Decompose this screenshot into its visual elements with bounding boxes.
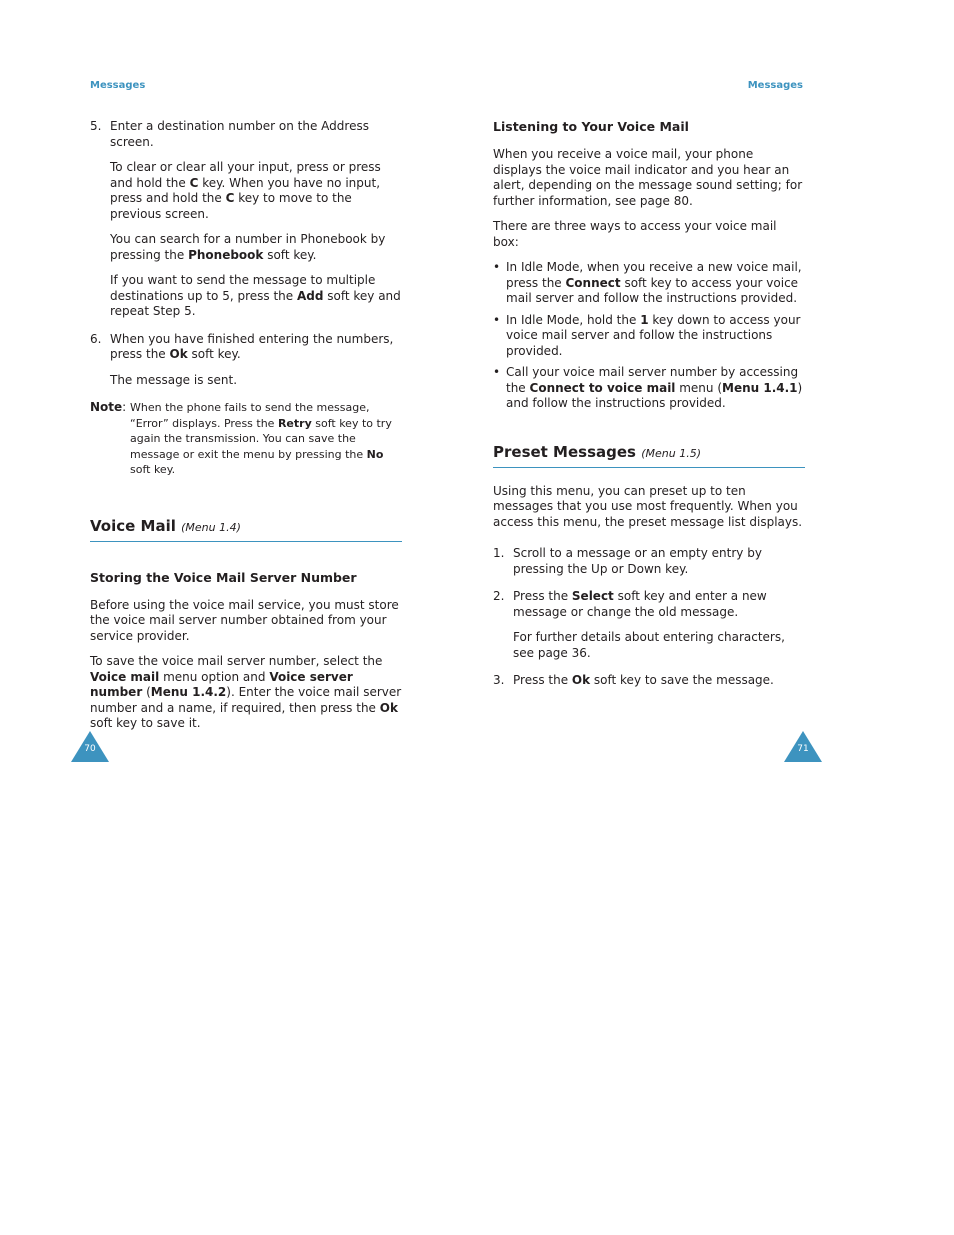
- step-detail-clear: To clear or clear all your input, press or press and hold the C key. When you have no input, press and hold the C key to move to the previous screen.: [110, 160, 381, 221]
- step-number: 3.: [493, 673, 505, 687]
- paragraph: There are three ways to access your voice mail box:: [493, 219, 777, 249]
- menu-reference: (Menu 1.4): [181, 520, 241, 534]
- left-page-body: [90, 119, 402, 742]
- paragraph: Using this menu, you can preset up to ten messages that you use most frequently. When you access this menu, the preset message list displays.: [493, 483, 803, 529]
- step-number: 5.: [90, 119, 102, 133]
- list-item: • In Idle Mode, when you receive a new voice mail, press the Connect soft key to access your voice mail server and follow the instructions provided.: [493, 260, 802, 305]
- step-text: Enter a destination number on the Address screen.: [110, 119, 369, 149]
- right-page: [493, 0, 805, 800]
- subheading-listening: Listening to Your Voice Mail: [493, 119, 689, 134]
- note-block: [90, 400, 402, 478]
- step-number: 6.: [90, 331, 102, 346]
- list-item: • In Idle Mode, hold the 1 key down to access your voice mail server and follow the instructions provided.: [493, 312, 801, 358]
- step-text: Press the Select soft key and enter a new message or change the old message.: [513, 589, 767, 619]
- right-page-body: [493, 119, 805, 701]
- step-detail-phonebook: You can search for a number in Phonebook by pressing the Phonebook soft key.: [110, 232, 386, 262]
- step-detail: For further details about entering characters, see page 36.: [513, 630, 785, 660]
- bullet-icon: •: [493, 260, 501, 274]
- step-list: [90, 119, 402, 388]
- section-title-voice-mail: Voice Mail (Menu 1.4): [90, 516, 402, 542]
- step-5: [90, 119, 402, 320]
- step-list: [493, 546, 805, 689]
- note-label: Note:: [90, 400, 127, 414]
- paragraph: When you receive a voice mail, your phone displays the voice mail indicator and you hear an alert, depending on the message sound setting; for further information, see page 80.: [493, 147, 803, 208]
- bullet-list: [493, 260, 805, 412]
- list-item: • Call your voice mail server number by accessing the Connect to voice mail menu (Menu 1.4.1) and follow the instructions provided.: [493, 365, 803, 410]
- step-6: [90, 332, 402, 389]
- subheading-storing-number: Storing the Voice Mail Server Number: [90, 569, 357, 585]
- bullet-icon: •: [493, 365, 501, 379]
- step-text: Scroll to a message or an empty entry by pressing the Up or Down key.: [513, 546, 762, 576]
- step-number: 1.: [493, 546, 505, 560]
- menu-reference: (Menu 1.5): [641, 446, 701, 460]
- page-number: 71: [797, 744, 809, 754]
- page-number-badge: [784, 731, 822, 762]
- step-text: When you have finished entering the numbers, press the Ok soft key.: [110, 331, 394, 361]
- step-text: Press the Ok soft key to save the message.: [513, 673, 774, 687]
- bullet-icon: •: [493, 312, 501, 327]
- step-1: [493, 546, 805, 577]
- page-number-badge: [71, 731, 109, 762]
- step-3: [493, 673, 805, 689]
- page-number: 70: [84, 744, 96, 754]
- step-detail-multiple: If you want to send the message to multiple destinations up to 5, press the Add soft key and repeat Step 5.: [110, 273, 401, 318]
- running-header: Messages: [90, 80, 146, 91]
- step-2: [493, 589, 805, 661]
- left-page: [90, 0, 402, 800]
- running-header: Messages: [747, 80, 803, 91]
- note-text: When the phone fails to send the message, “Error” displays. Press the Retry soft key to try again the transmission. You can save the message or exit the menu by pressing the No soft key.: [130, 401, 392, 476]
- paragraph: Before using the voice mail service, you must store the voice mail server number obtained from your service provider.: [90, 597, 399, 643]
- section-title-preset-messages: Preset Messages (Menu 1.5): [493, 442, 805, 468]
- step-result: The message is sent.: [110, 372, 238, 387]
- paragraph: To save the voice mail server number, select the Voice mail menu option and Voice server number (Menu 1.4.2). Enter the voice mail server number and a name, if required, then press the Ok soft key to save it.: [90, 654, 402, 730]
- step-number: 2.: [493, 589, 505, 603]
